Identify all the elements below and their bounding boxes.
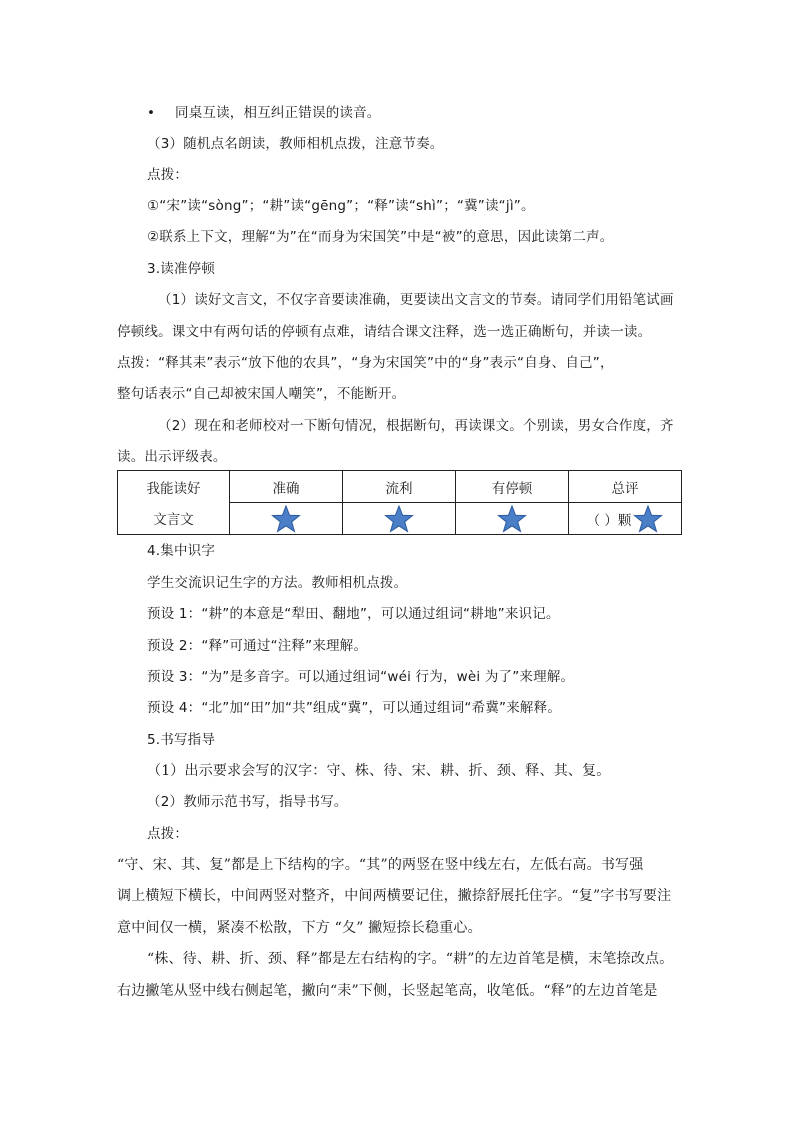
text-line-2: （3）随机点名朗读，教师相机点拨，注意节奏。 bbox=[147, 136, 444, 152]
bullet-marker: • bbox=[147, 105, 156, 121]
rating-header-fluent: 流利 bbox=[343, 471, 456, 503]
rating-table-header-row bbox=[118, 471, 682, 503]
rating-cell-pause bbox=[456, 503, 569, 535]
rating-cell-total bbox=[569, 503, 682, 535]
rating-cell-accurate bbox=[230, 503, 343, 535]
rating-header-pause: 有停顿 bbox=[456, 471, 569, 503]
text-line-9: 点拨：“释其耒”表示“放下他的农具”，“身为宋国笑”中的“身”表示“自身、自己”， bbox=[117, 355, 614, 371]
rating-table bbox=[117, 470, 682, 535]
text-line-8: 停顿线。课文中有两句话的停顿有点难，请结合课文注释，选一选正确断句，并读一读。 bbox=[117, 324, 652, 340]
rating-table-star-row bbox=[118, 503, 682, 535]
star-icon bbox=[384, 505, 414, 533]
rating-cell-fluent bbox=[343, 503, 456, 535]
star-icon bbox=[271, 505, 301, 533]
total-count-blank: （ ）颗 bbox=[586, 512, 632, 529]
section-heading-5: 5.书写指导 bbox=[147, 732, 216, 748]
text-line-12: 读。出示评级表。 bbox=[117, 449, 227, 465]
rating-header-accurate: 准确 bbox=[230, 471, 343, 503]
text-line-18: 预设 4：“北”加“田”加“共”组成“冀”，可以通过组词“希冀”来解释。 bbox=[147, 700, 562, 716]
text-line-4: ①“宋”读“sòng”；“耕”读“gēng”；“释”读“shì”；“冀”读“jì”。 bbox=[147, 198, 535, 214]
text-line-20: （1）出示要求会写的汉字：守、株、待、宋、耕、折、颈、释、其、复。 bbox=[147, 763, 611, 779]
text-line-14: 学生交流识记生字的方法。教师相机点拨。 bbox=[147, 575, 408, 591]
text-line-5: ②联系上下文，理解“为”在“而身为宋国笑”中是“被”的意思，因此读第二声。 bbox=[147, 229, 614, 245]
text-line-10: 整句话表示“自己却被宋国人嘲笑”，不能断开。 bbox=[117, 386, 406, 402]
rating-row-head-1: 我能读好 bbox=[118, 471, 230, 503]
star-icon bbox=[633, 505, 663, 533]
text-line-16: 预设 2：“释”可通过“注释”来理解。 bbox=[147, 638, 368, 654]
section-heading-3: 3.读准停顿 bbox=[147, 261, 216, 277]
text-line-3: 点拨： bbox=[147, 167, 189, 183]
text-line-23: “守、宋、其、复”都是上下结构的字。“其”的两竖在竖中线左右，左低右高。书写强 bbox=[117, 857, 644, 873]
text-line-26: “株、待、耕、折、颈、释”都是左右结构的字。“耕”的左边首笔是横，末笔捺改点。 bbox=[147, 951, 674, 967]
text-line-7: （1）读好文言文，不仅字音要读准确，更要读出文言文的节奏。请同学们用铅笔试画 bbox=[158, 292, 674, 308]
text-line-1: 同桌互读，相互纠正错误的读音。 bbox=[175, 105, 381, 121]
text-line-17: 预设 3：“为”是多音字。可以通过组词“wéi 行为，wèi 为了”来理解。 bbox=[147, 669, 575, 685]
rating-row-head-2: 文言文 bbox=[118, 503, 230, 535]
text-line-21: （2）教师示范书写，指导书写。 bbox=[147, 794, 348, 810]
text-line-22: 点拨： bbox=[147, 826, 189, 842]
section-heading-4: 4.集中识字 bbox=[147, 543, 216, 559]
text-line-11: （2）现在和老师校对一下断句情况，根据断句，再读课文。个别读，男女合作度，齐 bbox=[158, 418, 674, 434]
text-line-24: 调上横短下横长，中间两竖对整齐，中间两横要记住，撇捺舒展托住字。“复”字书写要注 bbox=[117, 888, 672, 904]
star-icon bbox=[497, 505, 527, 533]
rating-header-total: 总评 bbox=[569, 471, 682, 503]
text-line-25: 意中间仅一横，紧凑不松散，下方 “夂” 撇短捺长稳重心。 bbox=[117, 920, 482, 936]
text-line-15: 预设 1：“耕”的本意是“犁田、翻地”，可以通过组词“耕地”来识记。 bbox=[147, 606, 560, 622]
text-line-27: 右边撇笔从竖中线右侧起笔，撇向“耒”下侧，长竖起笔高，收笔低。“释”的左边首笔是 bbox=[117, 983, 658, 999]
